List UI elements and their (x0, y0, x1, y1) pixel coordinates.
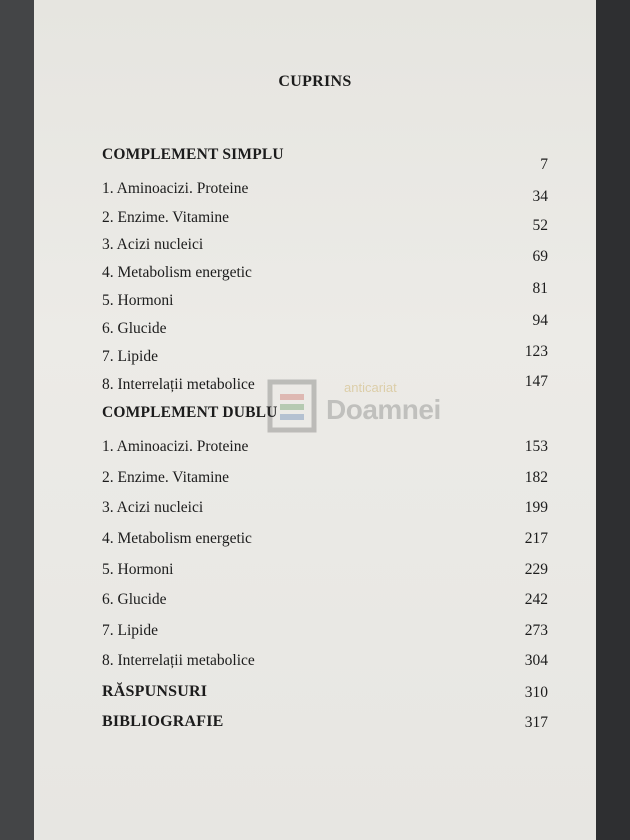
watermark-line2: Doamnei (326, 394, 441, 425)
book-stack-icon (264, 376, 324, 436)
section-heading-complement-simplu: COMPLEMENT SIMPLU (102, 146, 284, 163)
toc-page-number: 273 (524, 622, 548, 639)
watermark-logo (264, 376, 474, 446)
toc-page-number: 229 (524, 561, 548, 578)
toc-entry: 3. Acizi nucleici (102, 236, 204, 253)
section-heading-complement-dublu: COMPLEMENT DUBLU (102, 404, 278, 421)
toc-entry: 3. Acizi nucleici (102, 499, 204, 516)
toc-entry: 6. Glucide (102, 591, 167, 608)
section-heading-bibliografie: BIBLIOGRAFIE (102, 713, 224, 730)
toc-page-number: 317 (524, 714, 548, 731)
toc-page-number: 69 (532, 248, 548, 265)
page-left-edge (0, 0, 34, 840)
toc-page-number: 217 (524, 530, 548, 547)
toc-page-number: 304 (524, 652, 548, 669)
toc-entry: 4. Metabolism energetic (102, 530, 252, 547)
toc-page-number: 123 (524, 343, 548, 360)
toc-entry: 8. Interrelații metabolice (102, 652, 255, 669)
toc-page-number: 310 (524, 684, 548, 701)
toc-entry: 7. Lipide (102, 348, 158, 365)
toc-page-number: 52 (532, 217, 548, 234)
book-page (34, 0, 596, 840)
toc-page-number: 81 (532, 280, 548, 297)
toc-entry: 7. Lipide (102, 622, 158, 639)
toc-page-number: 153 (524, 438, 548, 455)
toc-entry: 5. Hormoni (102, 292, 174, 309)
toc-entry: 4. Metabolism energetic (102, 264, 252, 281)
toc-entry: 5. Hormoni (102, 561, 174, 578)
toc-entry: 1. Aminoacizi. Proteine (102, 438, 249, 455)
toc-entry: 2. Enzime. Vitamine (102, 469, 230, 486)
toc-page-number: 34 (532, 188, 548, 205)
watermark-line1: anticariat (344, 380, 397, 395)
toc-page-number: 242 (524, 591, 548, 608)
section-heading-raspunsuri: RĂSPUNSURI (102, 683, 208, 700)
toc-page-number: 94 (532, 312, 548, 329)
page-right-edge (596, 0, 630, 840)
toc-entry: 2. Enzime. Vitamine (102, 209, 230, 226)
toc-page-number: 147 (524, 373, 548, 390)
toc-entry: 8. Interrelații metabolice (102, 376, 255, 393)
toc-page-number: 199 (524, 499, 548, 516)
toc-entry: 6. Glucide (102, 320, 167, 337)
toc-entry: 1. Aminoacizi. Proteine (102, 180, 249, 197)
toc-page-number: 7 (540, 156, 548, 173)
toc-page-number: 182 (524, 469, 548, 486)
page-title: CUPRINS (278, 73, 352, 90)
